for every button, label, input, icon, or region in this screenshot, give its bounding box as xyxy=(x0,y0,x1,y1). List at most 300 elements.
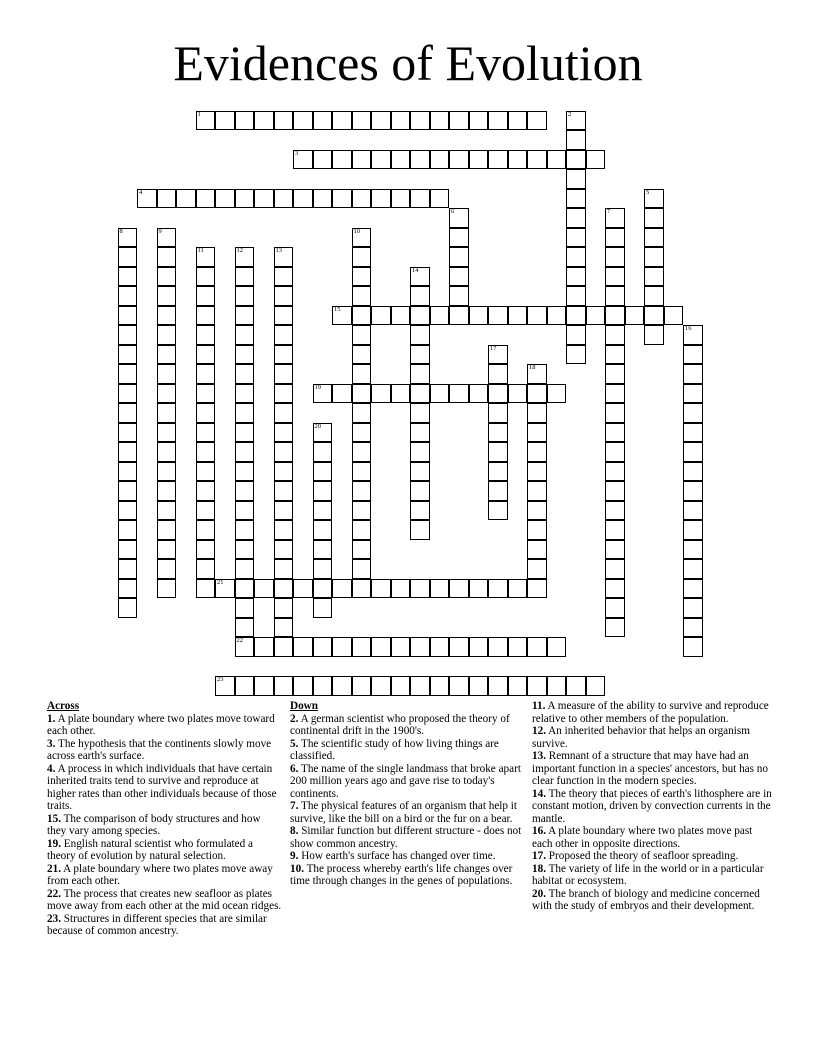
grid-cell[interactable] xyxy=(274,540,294,560)
grid-cell[interactable] xyxy=(235,364,255,384)
grid-cell[interactable] xyxy=(293,189,313,209)
grid-cell[interactable] xyxy=(313,384,333,404)
grid-cell[interactable] xyxy=(352,676,372,696)
grid-cell[interactable] xyxy=(176,189,196,209)
grid-cell[interactable] xyxy=(274,442,294,462)
grid-cell[interactable] xyxy=(430,579,450,599)
grid-cell[interactable] xyxy=(469,306,489,326)
grid-cell[interactable] xyxy=(683,462,703,482)
grid-cell[interactable] xyxy=(683,598,703,618)
grid-cell[interactable] xyxy=(332,579,352,599)
grid-cell[interactable] xyxy=(488,462,508,482)
grid-cell[interactable] xyxy=(274,325,294,345)
grid-cell[interactable] xyxy=(566,169,586,189)
grid-cell[interactable] xyxy=(527,364,547,384)
grid-cell[interactable] xyxy=(215,676,235,696)
grid-cell[interactable] xyxy=(235,598,255,618)
grid-cell[interactable] xyxy=(313,189,333,209)
grid-cell[interactable] xyxy=(118,598,138,618)
grid-cell[interactable] xyxy=(566,267,586,287)
grid-cell[interactable] xyxy=(469,676,489,696)
grid-cell[interactable] xyxy=(157,442,177,462)
grid-cell[interactable] xyxy=(118,364,138,384)
grid-cell[interactable] xyxy=(352,442,372,462)
grid-cell[interactable] xyxy=(547,306,567,326)
grid-cell[interactable] xyxy=(508,384,528,404)
grid-cell[interactable] xyxy=(410,481,430,501)
grid-cell[interactable] xyxy=(196,306,216,326)
grid-cell[interactable] xyxy=(527,676,547,696)
grid-cell[interactable] xyxy=(371,150,391,170)
grid-cell[interactable] xyxy=(235,618,255,638)
grid-cell[interactable] xyxy=(352,364,372,384)
grid-cell[interactable] xyxy=(157,481,177,501)
grid-cell[interactable] xyxy=(274,520,294,540)
grid-cell[interactable] xyxy=(118,403,138,423)
grid-cell[interactable] xyxy=(196,442,216,462)
grid-cell[interactable] xyxy=(527,501,547,521)
grid-cell[interactable] xyxy=(235,501,255,521)
grid-cell[interactable] xyxy=(605,345,625,365)
grid-cell[interactable] xyxy=(313,559,333,579)
grid-cell[interactable] xyxy=(391,306,411,326)
grid-cell[interactable] xyxy=(235,481,255,501)
grid-cell[interactable] xyxy=(196,384,216,404)
grid-cell[interactable] xyxy=(332,676,352,696)
grid-cell[interactable] xyxy=(196,540,216,560)
grid-cell[interactable] xyxy=(410,364,430,384)
grid-cell[interactable] xyxy=(313,423,333,443)
grid-cell[interactable] xyxy=(430,676,450,696)
grid-cell[interactable] xyxy=(196,403,216,423)
grid-cell[interactable] xyxy=(196,501,216,521)
grid-cell[interactable] xyxy=(157,462,177,482)
grid-cell[interactable] xyxy=(235,306,255,326)
grid-cell[interactable] xyxy=(313,150,333,170)
grid-cell[interactable] xyxy=(235,267,255,287)
grid-cell[interactable] xyxy=(274,306,294,326)
grid-cell[interactable] xyxy=(683,618,703,638)
grid-cell[interactable] xyxy=(488,579,508,599)
grid-cell[interactable] xyxy=(683,423,703,443)
grid-cell[interactable] xyxy=(683,501,703,521)
grid-cell[interactable] xyxy=(352,579,372,599)
grid-cell[interactable] xyxy=(157,384,177,404)
grid-cell[interactable] xyxy=(605,423,625,443)
grid-cell[interactable] xyxy=(527,442,547,462)
grid-cell[interactable] xyxy=(235,423,255,443)
grid-cell[interactable] xyxy=(566,345,586,365)
grid-cell[interactable] xyxy=(274,481,294,501)
grid-cell[interactable] xyxy=(293,676,313,696)
grid-cell[interactable] xyxy=(332,189,352,209)
grid-cell[interactable] xyxy=(196,325,216,345)
grid-cell[interactable] xyxy=(449,267,469,287)
grid-cell[interactable] xyxy=(683,637,703,657)
grid-cell[interactable] xyxy=(410,325,430,345)
grid-cell[interactable] xyxy=(605,540,625,560)
grid-cell[interactable] xyxy=(605,306,625,326)
grid-cell[interactable] xyxy=(683,481,703,501)
grid-cell[interactable] xyxy=(332,150,352,170)
grid-cell[interactable] xyxy=(157,579,177,599)
grid-cell[interactable] xyxy=(332,306,352,326)
grid-cell[interactable] xyxy=(410,403,430,423)
grid-cell[interactable] xyxy=(254,637,274,657)
grid-cell[interactable] xyxy=(371,579,391,599)
grid-cell[interactable] xyxy=(352,111,372,131)
grid-cell[interactable] xyxy=(644,247,664,267)
grid-cell[interactable] xyxy=(118,501,138,521)
grid-cell[interactable] xyxy=(488,481,508,501)
grid-cell[interactable] xyxy=(586,676,606,696)
grid-cell[interactable] xyxy=(508,306,528,326)
grid-cell[interactable] xyxy=(488,150,508,170)
grid-cell[interactable] xyxy=(196,111,216,131)
grid-cell[interactable] xyxy=(274,189,294,209)
grid-cell[interactable] xyxy=(235,403,255,423)
grid-cell[interactable] xyxy=(235,462,255,482)
grid-cell[interactable] xyxy=(449,228,469,248)
grid-cell[interactable] xyxy=(274,345,294,365)
grid-cell[interactable] xyxy=(118,286,138,306)
grid-cell[interactable] xyxy=(566,130,586,150)
grid-cell[interactable] xyxy=(274,676,294,696)
grid-cell[interactable] xyxy=(430,189,450,209)
grid-cell[interactable] xyxy=(196,579,216,599)
grid-cell[interactable] xyxy=(215,579,235,599)
grid-cell[interactable] xyxy=(547,676,567,696)
grid-cell[interactable] xyxy=(683,579,703,599)
grid-cell[interactable] xyxy=(118,325,138,345)
grid-cell[interactable] xyxy=(352,403,372,423)
grid-cell[interactable] xyxy=(157,540,177,560)
grid-cell[interactable] xyxy=(644,208,664,228)
grid-cell[interactable] xyxy=(196,247,216,267)
grid-cell[interactable] xyxy=(235,637,255,657)
grid-cell[interactable] xyxy=(274,247,294,267)
grid-cell[interactable] xyxy=(371,676,391,696)
grid-cell[interactable] xyxy=(449,306,469,326)
grid-cell[interactable] xyxy=(274,559,294,579)
grid-cell[interactable] xyxy=(157,520,177,540)
grid-cell[interactable] xyxy=(274,403,294,423)
grid-cell[interactable] xyxy=(547,384,567,404)
grid-cell[interactable] xyxy=(157,228,177,248)
grid-cell[interactable] xyxy=(410,111,430,131)
grid-cell[interactable] xyxy=(352,228,372,248)
grid-cell[interactable] xyxy=(488,384,508,404)
grid-cell[interactable] xyxy=(605,462,625,482)
grid-cell[interactable] xyxy=(293,150,313,170)
grid-cell[interactable] xyxy=(410,423,430,443)
grid-cell[interactable] xyxy=(157,403,177,423)
grid-cell[interactable] xyxy=(157,267,177,287)
grid-cell[interactable] xyxy=(488,345,508,365)
grid-cell[interactable] xyxy=(235,286,255,306)
grid-cell[interactable] xyxy=(157,247,177,267)
grid-cell[interactable] xyxy=(235,247,255,267)
grid-cell[interactable] xyxy=(449,384,469,404)
grid-cell[interactable] xyxy=(508,637,528,657)
grid-cell[interactable] xyxy=(196,364,216,384)
grid-cell[interactable] xyxy=(469,111,489,131)
grid-cell[interactable] xyxy=(527,423,547,443)
grid-cell[interactable] xyxy=(274,111,294,131)
grid-cell[interactable] xyxy=(488,403,508,423)
grid-cell[interactable] xyxy=(391,637,411,657)
grid-cell[interactable] xyxy=(274,384,294,404)
grid-cell[interactable] xyxy=(352,423,372,443)
grid-cell[interactable] xyxy=(332,637,352,657)
grid-cell[interactable] xyxy=(605,520,625,540)
grid-cell[interactable] xyxy=(449,637,469,657)
grid-cell[interactable] xyxy=(235,345,255,365)
grid-cell[interactable] xyxy=(488,442,508,462)
grid-cell[interactable] xyxy=(605,403,625,423)
grid-cell[interactable] xyxy=(605,286,625,306)
grid-cell[interactable] xyxy=(527,481,547,501)
grid-cell[interactable] xyxy=(605,559,625,579)
grid-cell[interactable] xyxy=(352,520,372,540)
grid-cell[interactable] xyxy=(235,384,255,404)
grid-cell[interactable] xyxy=(118,423,138,443)
grid-cell[interactable] xyxy=(196,423,216,443)
grid-cell[interactable] xyxy=(410,345,430,365)
grid-cell[interactable] xyxy=(254,676,274,696)
grid-cell[interactable] xyxy=(644,228,664,248)
grid-cell[interactable] xyxy=(410,189,430,209)
grid-cell[interactable] xyxy=(683,520,703,540)
grid-cell[interactable] xyxy=(157,501,177,521)
grid-cell[interactable] xyxy=(235,111,255,131)
grid-cell[interactable] xyxy=(332,384,352,404)
grid-cell[interactable] xyxy=(410,501,430,521)
grid-cell[interactable] xyxy=(313,579,333,599)
grid-cell[interactable] xyxy=(605,208,625,228)
grid-cell[interactable] xyxy=(293,637,313,657)
grid-cell[interactable] xyxy=(274,423,294,443)
grid-cell[interactable] xyxy=(527,559,547,579)
grid-cell[interactable] xyxy=(118,228,138,248)
grid-cell[interactable] xyxy=(683,403,703,423)
grid-cell[interactable] xyxy=(644,267,664,287)
grid-cell[interactable] xyxy=(352,462,372,482)
grid-cell[interactable] xyxy=(235,442,255,462)
grid-cell[interactable] xyxy=(254,111,274,131)
grid-cell[interactable] xyxy=(371,384,391,404)
grid-cell[interactable] xyxy=(449,676,469,696)
grid-cell[interactable] xyxy=(157,423,177,443)
grid-cell[interactable] xyxy=(430,150,450,170)
grid-cell[interactable] xyxy=(196,462,216,482)
grid-cell[interactable] xyxy=(313,598,333,618)
grid-cell[interactable] xyxy=(566,306,586,326)
grid-cell[interactable] xyxy=(196,189,216,209)
grid-cell[interactable] xyxy=(508,579,528,599)
grid-cell[interactable] xyxy=(313,540,333,560)
grid-cell[interactable] xyxy=(391,579,411,599)
grid-cell[interactable] xyxy=(293,579,313,599)
grid-cell[interactable] xyxy=(352,559,372,579)
grid-cell[interactable] xyxy=(566,676,586,696)
grid-cell[interactable] xyxy=(235,189,255,209)
grid-cell[interactable] xyxy=(527,150,547,170)
grid-cell[interactable] xyxy=(566,150,586,170)
grid-cell[interactable] xyxy=(118,481,138,501)
grid-cell[interactable] xyxy=(313,637,333,657)
grid-cell[interactable] xyxy=(430,111,450,131)
grid-cell[interactable] xyxy=(449,111,469,131)
grid-cell[interactable] xyxy=(547,150,567,170)
grid-cell[interactable] xyxy=(352,286,372,306)
grid-cell[interactable] xyxy=(683,364,703,384)
grid-cell[interactable] xyxy=(332,111,352,131)
grid-cell[interactable] xyxy=(605,579,625,599)
grid-cell[interactable] xyxy=(157,364,177,384)
grid-cell[interactable] xyxy=(566,208,586,228)
grid-cell[interactable] xyxy=(527,579,547,599)
grid-cell[interactable] xyxy=(235,676,255,696)
grid-cell[interactable] xyxy=(118,247,138,267)
grid-cell[interactable] xyxy=(566,111,586,131)
grid-cell[interactable] xyxy=(410,579,430,599)
grid-cell[interactable] xyxy=(488,111,508,131)
grid-cell[interactable] xyxy=(118,267,138,287)
grid-cell[interactable] xyxy=(508,676,528,696)
grid-cell[interactable] xyxy=(527,403,547,423)
grid-cell[interactable] xyxy=(274,579,294,599)
grid-cell[interactable] xyxy=(566,228,586,248)
grid-cell[interactable] xyxy=(410,637,430,657)
grid-cell[interactable] xyxy=(274,501,294,521)
grid-cell[interactable] xyxy=(605,618,625,638)
grid-cell[interactable] xyxy=(644,306,664,326)
grid-cell[interactable] xyxy=(410,520,430,540)
grid-cell[interactable] xyxy=(449,150,469,170)
grid-cell[interactable] xyxy=(293,111,313,131)
grid-cell[interactable] xyxy=(118,384,138,404)
grid-cell[interactable] xyxy=(391,150,411,170)
grid-cell[interactable] xyxy=(352,345,372,365)
grid-cell[interactable] xyxy=(586,306,606,326)
grid-cell[interactable] xyxy=(625,306,645,326)
grid-cell[interactable] xyxy=(196,481,216,501)
grid-cell[interactable] xyxy=(605,501,625,521)
grid-cell[interactable] xyxy=(274,462,294,482)
grid-cell[interactable] xyxy=(664,306,684,326)
grid-cell[interactable] xyxy=(196,345,216,365)
grid-cell[interactable] xyxy=(644,189,664,209)
grid-cell[interactable] xyxy=(274,637,294,657)
grid-cell[interactable] xyxy=(274,598,294,618)
grid-cell[interactable] xyxy=(235,559,255,579)
grid-cell[interactable] xyxy=(605,325,625,345)
grid-cell[interactable] xyxy=(157,559,177,579)
grid-cell[interactable] xyxy=(352,306,372,326)
grid-cell[interactable] xyxy=(527,462,547,482)
grid-cell[interactable] xyxy=(235,325,255,345)
grid-cell[interactable] xyxy=(469,579,489,599)
grid-cell[interactable] xyxy=(352,501,372,521)
grid-cell[interactable] xyxy=(449,247,469,267)
grid-cell[interactable] xyxy=(352,189,372,209)
grid-cell[interactable] xyxy=(157,189,177,209)
grid-cell[interactable] xyxy=(274,618,294,638)
grid-cell[interactable] xyxy=(313,462,333,482)
grid-cell[interactable] xyxy=(527,540,547,560)
grid-cell[interactable] xyxy=(430,306,450,326)
grid-cell[interactable] xyxy=(313,520,333,540)
grid-cell[interactable] xyxy=(352,150,372,170)
grid-cell[interactable] xyxy=(352,384,372,404)
grid-cell[interactable] xyxy=(371,111,391,131)
grid-cell[interactable] xyxy=(313,481,333,501)
grid-cell[interactable] xyxy=(137,189,157,209)
grid-cell[interactable] xyxy=(683,325,703,345)
grid-cell[interactable] xyxy=(215,111,235,131)
grid-cell[interactable] xyxy=(527,520,547,540)
grid-cell[interactable] xyxy=(586,150,606,170)
grid-cell[interactable] xyxy=(683,384,703,404)
grid-cell[interactable] xyxy=(254,189,274,209)
grid-cell[interactable] xyxy=(118,345,138,365)
grid-cell[interactable] xyxy=(488,637,508,657)
grid-cell[interactable] xyxy=(196,559,216,579)
grid-cell[interactable] xyxy=(118,540,138,560)
grid-cell[interactable] xyxy=(410,462,430,482)
grid-cell[interactable] xyxy=(566,325,586,345)
grid-cell[interactable] xyxy=(605,247,625,267)
grid-cell[interactable] xyxy=(391,676,411,696)
grid-cell[interactable] xyxy=(410,306,430,326)
grid-cell[interactable] xyxy=(527,637,547,657)
grid-cell[interactable] xyxy=(566,247,586,267)
grid-cell[interactable] xyxy=(352,325,372,345)
grid-cell[interactable] xyxy=(254,579,274,599)
grid-cell[interactable] xyxy=(352,481,372,501)
grid-cell[interactable] xyxy=(449,208,469,228)
grid-cell[interactable] xyxy=(352,247,372,267)
grid-cell[interactable] xyxy=(605,481,625,501)
grid-cell[interactable] xyxy=(196,267,216,287)
grid-cell[interactable] xyxy=(410,442,430,462)
grid-cell[interactable] xyxy=(566,286,586,306)
grid-cell[interactable] xyxy=(391,111,411,131)
grid-cell[interactable] xyxy=(605,267,625,287)
grid-cell[interactable] xyxy=(196,286,216,306)
grid-cell[interactable] xyxy=(547,637,567,657)
grid-cell[interactable] xyxy=(196,520,216,540)
grid-cell[interactable] xyxy=(410,267,430,287)
grid-cell[interactable] xyxy=(274,286,294,306)
grid-cell[interactable] xyxy=(605,228,625,248)
grid-cell[interactable] xyxy=(683,540,703,560)
grid-cell[interactable] xyxy=(430,637,450,657)
grid-cell[interactable] xyxy=(683,442,703,462)
grid-cell[interactable] xyxy=(605,598,625,618)
grid-cell[interactable] xyxy=(352,267,372,287)
grid-cell[interactable] xyxy=(391,384,411,404)
grid-cell[interactable] xyxy=(118,442,138,462)
grid-cell[interactable] xyxy=(410,150,430,170)
grid-cell[interactable] xyxy=(410,286,430,306)
grid-cell[interactable] xyxy=(605,442,625,462)
grid-cell[interactable] xyxy=(683,345,703,365)
grid-cell[interactable] xyxy=(508,111,528,131)
grid-cell[interactable] xyxy=(118,462,138,482)
grid-cell[interactable] xyxy=(313,676,333,696)
